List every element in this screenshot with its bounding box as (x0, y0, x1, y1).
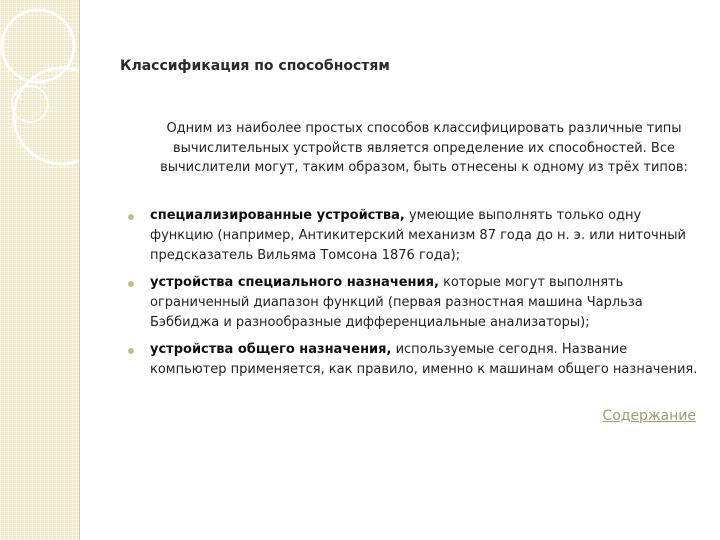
decorative-sidebar (0, 0, 80, 540)
list-item (124, 273, 698, 333)
contents-link[interactable]: Содержание (602, 408, 696, 424)
bullet-icon (128, 281, 134, 287)
decorative-circles-icon (0, 0, 80, 540)
slide-title: Классификация по способностям (120, 58, 390, 74)
item-term: устройства специального назначения, (150, 275, 439, 290)
bullet-icon (128, 348, 134, 354)
list-item (124, 206, 698, 266)
item-text: которые могут выполнять ограниченный диапазон функций (первая разностная машина Чарльза Бэббиджа и разнообразные дифференциальные анализаторы); (150, 275, 643, 330)
intro-paragraph: Одним из наиболее простых способов классифицировать различные типы вычислительных устройств является определение их способностей. Все вычислители могут, таким образом, быть отнесены к одному из трёх типов: (160, 121, 688, 175)
item-term: устройства общего назначения, (150, 342, 392, 357)
bullet-icon (128, 214, 134, 220)
types-list (124, 206, 698, 387)
item-text: умеющие выполнять только одну функцию (например, Антикитерский механизм 87 года до н. э. или ниточный предсказатель Вильяма Томсона 1876 года); (150, 208, 686, 263)
list-item (124, 340, 698, 380)
item-text: используемые сегодня. Название компьютер применяется, как правило, именно к машинам общего назначения. (150, 342, 698, 377)
sidebar-divider (79, 0, 80, 540)
item-term: специализированные устройства, (150, 208, 405, 223)
